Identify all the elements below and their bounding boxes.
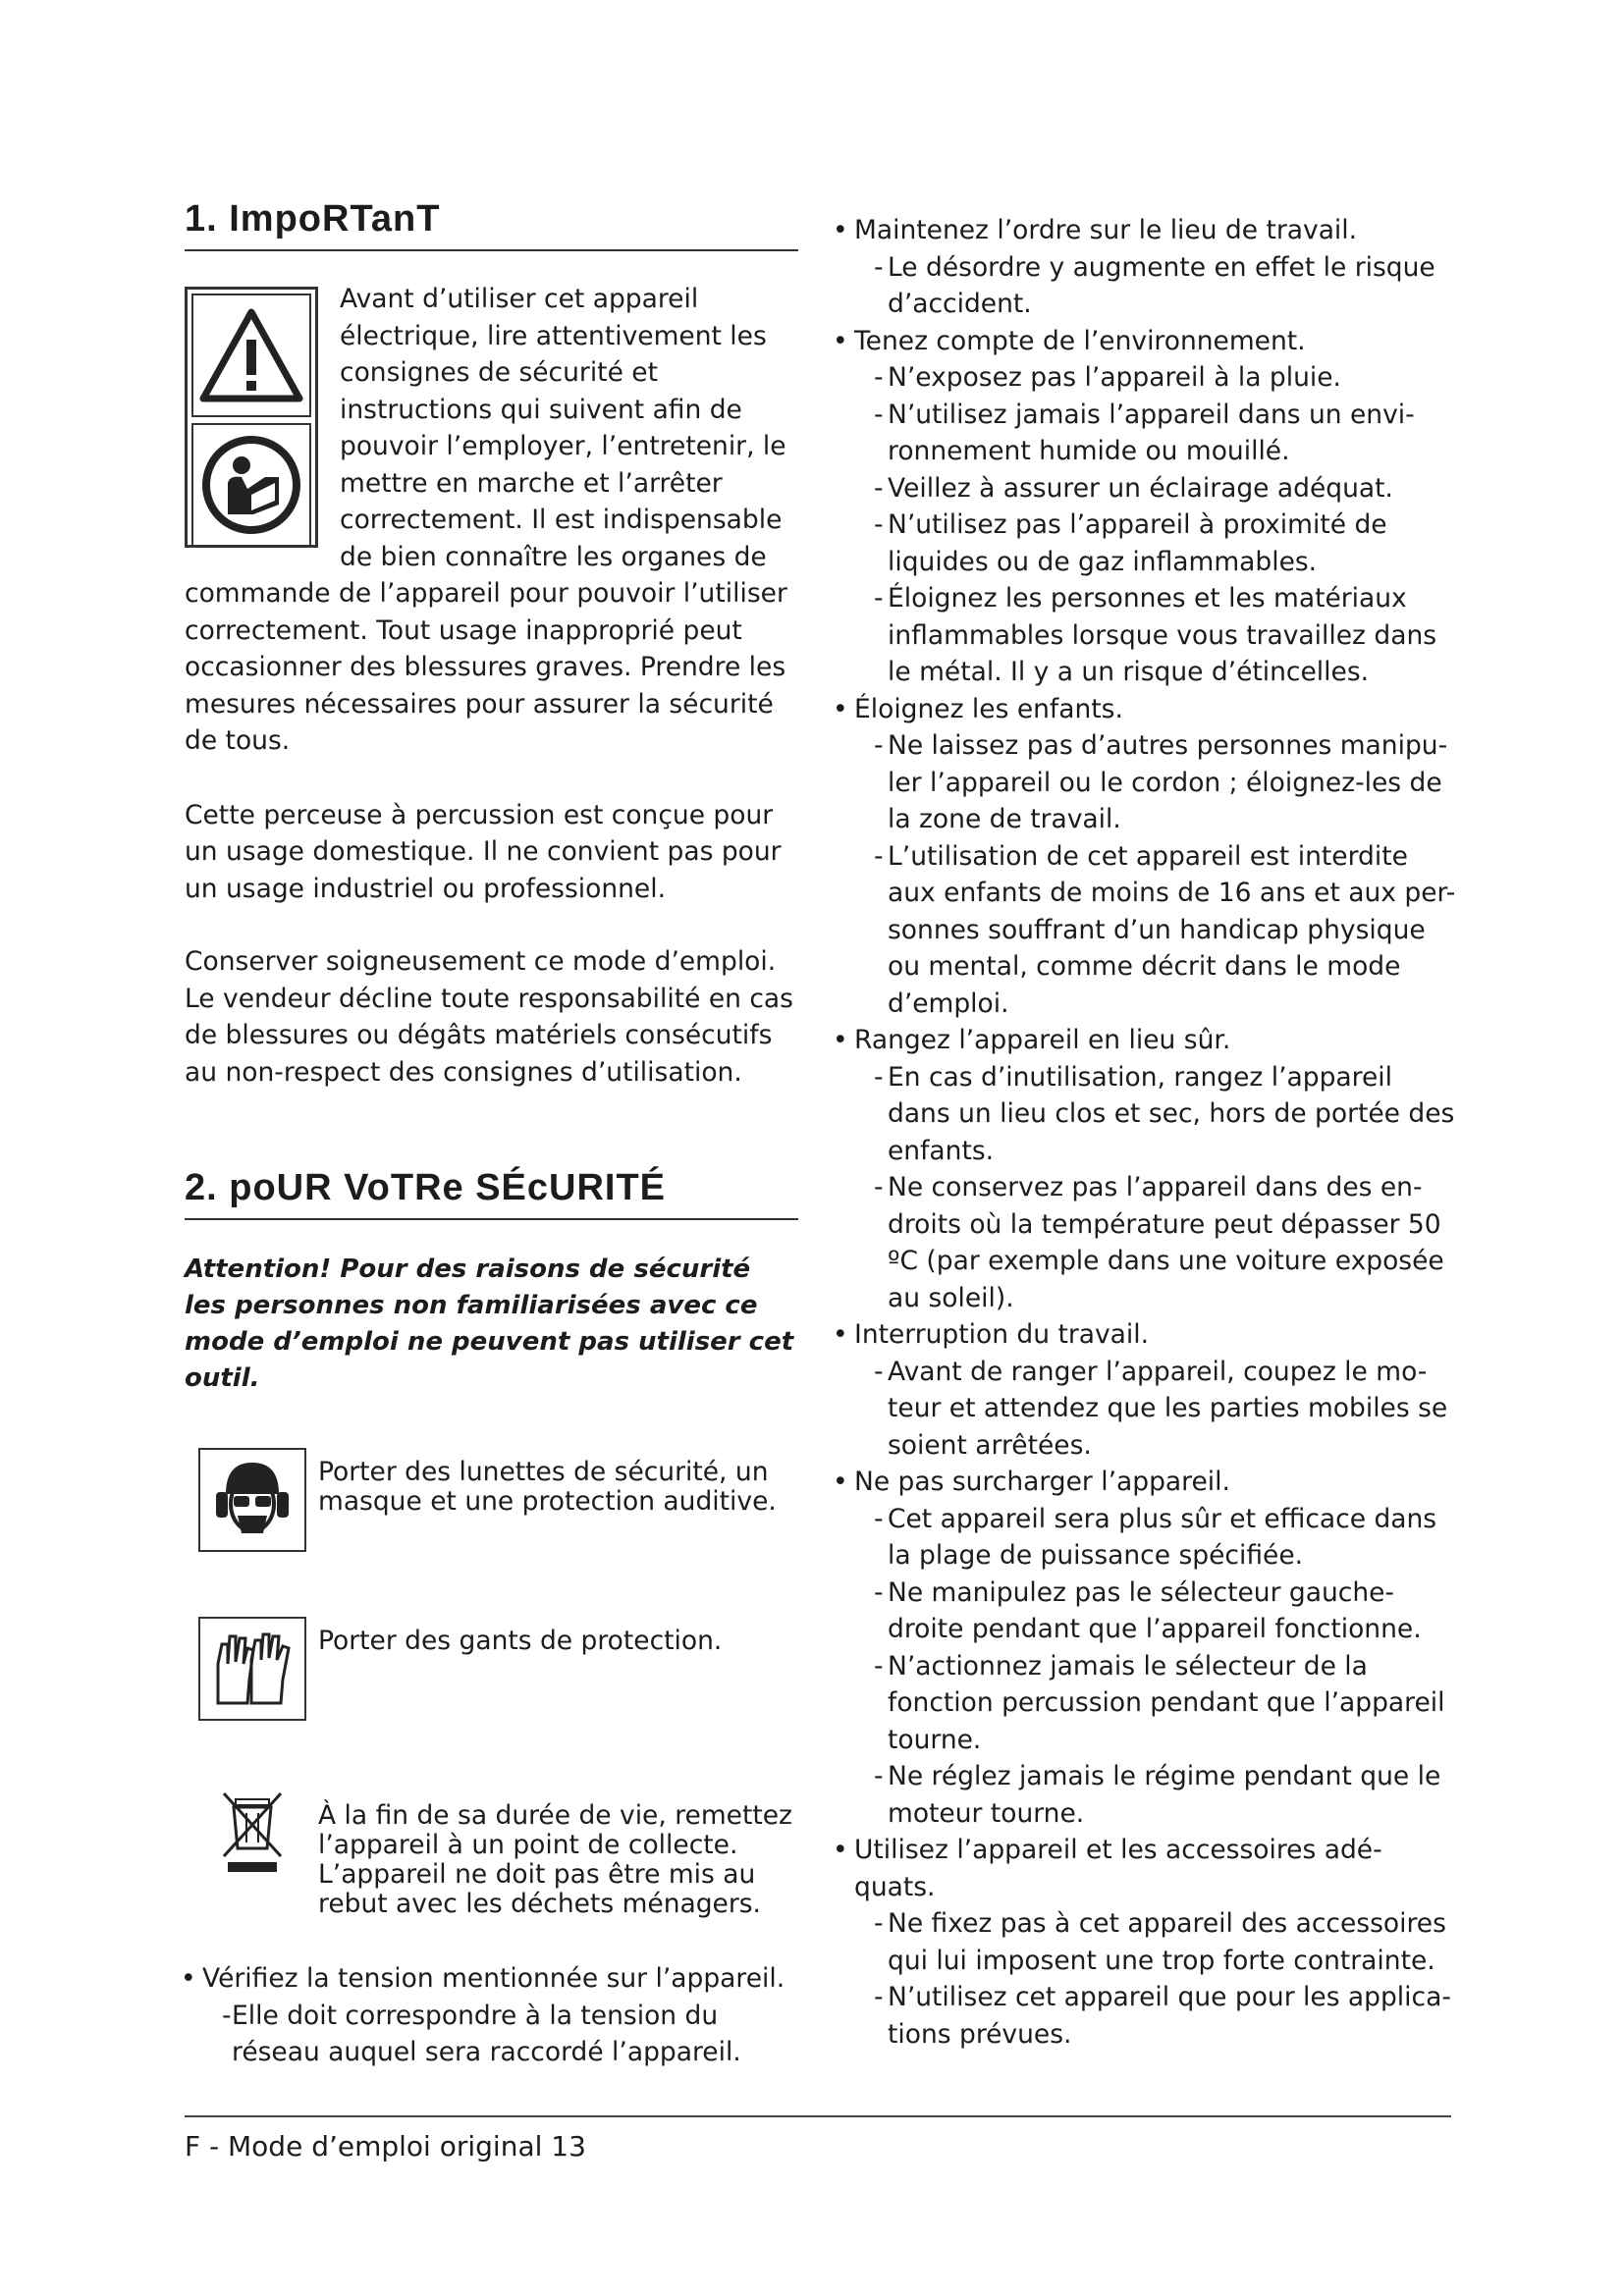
list-subitem: - N’utilisez pas l’appareil à proximité de liquides ou de gaz inflammables. [833,507,1461,580]
pictogram-text: À la fin de sa durée de vie, remettez l’appareil à un point de collecte. L’appareil ne doit pas être mis au rebut avec les déchets ménagers. [318,1800,792,1919]
pictogram-row [185,1448,798,1552]
left-bullet-list [181,1960,798,2071]
list-subitem: - Avant de ranger l’appareil, coupez le mo-teur et attendez que les parties mobiles se soient arrêtées. [833,1354,1461,1465]
intro-pictograms [185,287,318,548]
list-item: • Éloignez les enfants. [833,691,1461,728]
list-subitem: - Elle doit correspondre à la tension du réseau auquel sera raccordé l’appareil. [181,1998,798,2071]
list-item: • Vérifiez la tension mentionnée sur l’appareil. [181,1960,798,1998]
safety-gear-icon [198,1448,306,1552]
list-subitem: - Ne conservez pas l’appareil dans des en-droits où la température peut dépasser 50 ºC (par exemple dans une voiture exposée au soleil). [833,1169,1461,1316]
manual-paragraph: Conserver soigneusement ce mode d’emploi. Le vendeur décline toute responsabilité en cas de blessures ou dégâts matériels consécutifs au non-respect des consignes d’utilisation. [185,946,793,1088]
list-item: • Interruption du travail. [833,1316,1461,1354]
list-subitem: - Veillez à assurer un éclairage adéquat. [833,470,1461,507]
pictogram-text: Porter des gants de protection. [318,1626,723,1656]
list-subitem: - Ne réglez jamais le régime pendant que le moteur tourne. [833,1758,1461,1832]
pictogram-text: Porter des lunettes de sécurité, un masque et une protection auditive. [318,1457,777,1517]
intro-block [185,281,798,760]
list-subitem: - En cas d’inutilisation, rangez l’appareil dans un lieu clos et sec, hors de portée des enfants. [833,1059,1461,1170]
list-subitem: - Ne manipulez pas le sélecteur gauche-droite pendant que l’appareil fonctionne. [833,1575,1461,1648]
warning-triangle-icon [191,294,311,417]
usage-paragraph: Cette perceuse à percussion est conçue pour un usage domestique. Il ne convient pas pour un usage industriel ou professionnel. [185,799,782,904]
list-subitem: - Éloignez les personnes et les matériaux inflammables lorsque vous travaillez dans le métal. Il y a un risque d’étincelles. [833,580,1461,691]
read-manual-icon [191,423,311,547]
list-item: • Ne pas surcharger l’appareil. [833,1464,1461,1501]
gloves-icon [198,1617,306,1721]
list-item: • Tenez compte de l’environnement. [833,323,1461,360]
section-1-heading: 1. ImpoRTanT [185,196,798,251]
pictogram-row [185,1617,798,1721]
list-item: • Maintenez l’ordre sur le lieu de travail. [833,212,1461,249]
list-item: • Rangez l’appareil en lieu sûr. [833,1022,1461,1059]
list-subitem: - L’utilisation de cet appareil est interdite aux enfants de moins de 16 ans et aux per-sonnes souffrant d’un handicap physique ou mental, comme décrit dans le mode d’emploi. [833,838,1461,1023]
list-subitem: - Cet appareil sera plus sûr et efficace dans la plage de puissance spécifiée. [833,1501,1461,1575]
list-subitem: - N’utilisez cet appareil que pour les applica-tions prévues. [833,1979,1461,2053]
warning-text: Attention! Pour des raisons de sécurité les personnes non familiarisées avec ce mode d’emploi ne peuvent pas utiliser cet outil. [185,1255,794,1393]
section-2-heading: 2. poUR VoTRe SÉcURITÉ [185,1165,798,1220]
list-item: • Utilisez l’appareil et les accessoires adé-quats. [833,1832,1461,1905]
intro-text: Avant d’utiliser cet appareil électrique, lire attentivement les consignes de sécurité et instructions qui suivent afin de pouvoir l’employer, l’entretenir, le mettre en marche et l’arrêter correctement. Il est indispensable de bien connaître les organes de commande de l’appareil pour pouvoir l’utiliser correctement. Tout usage inapproprié peut occasionner des blessures graves. Prendre les mesures nécessaires pour assurer la sécurité de tous. [185,284,787,756]
footer-divider [185,2115,1451,2117]
list-subitem: - Le désordre y augmente en effet le risque d’accident. [833,249,1461,323]
list-subitem: - Ne laissez pas d’autres personnes manipu-ler l’appareil ou le cordon ; éloignez-les de la zone de travail. [833,727,1461,838]
pictogram-row [185,1780,798,1919]
list-subitem: - Ne fixez pas à cet appareil des accessoires qui lui imposent une trop forte contrainte. [833,1905,1461,1979]
list-subitem: - N’exposez pas l’appareil à la pluie. [833,359,1461,397]
right-column [833,212,1461,2053]
list-subitem: - N’actionnez jamais le sélecteur de la fonction percussion pendant que l’appareil tourne. [833,1648,1461,1759]
page-footer: F - Mode d’emploi original 13 [185,2130,586,2163]
left-column [185,196,798,2071]
weee-bin-icon [198,1780,306,1884]
list-subitem: - N’utilisez jamais l’appareil dans un envi-ronnement humide ou mouillé. [833,397,1461,470]
